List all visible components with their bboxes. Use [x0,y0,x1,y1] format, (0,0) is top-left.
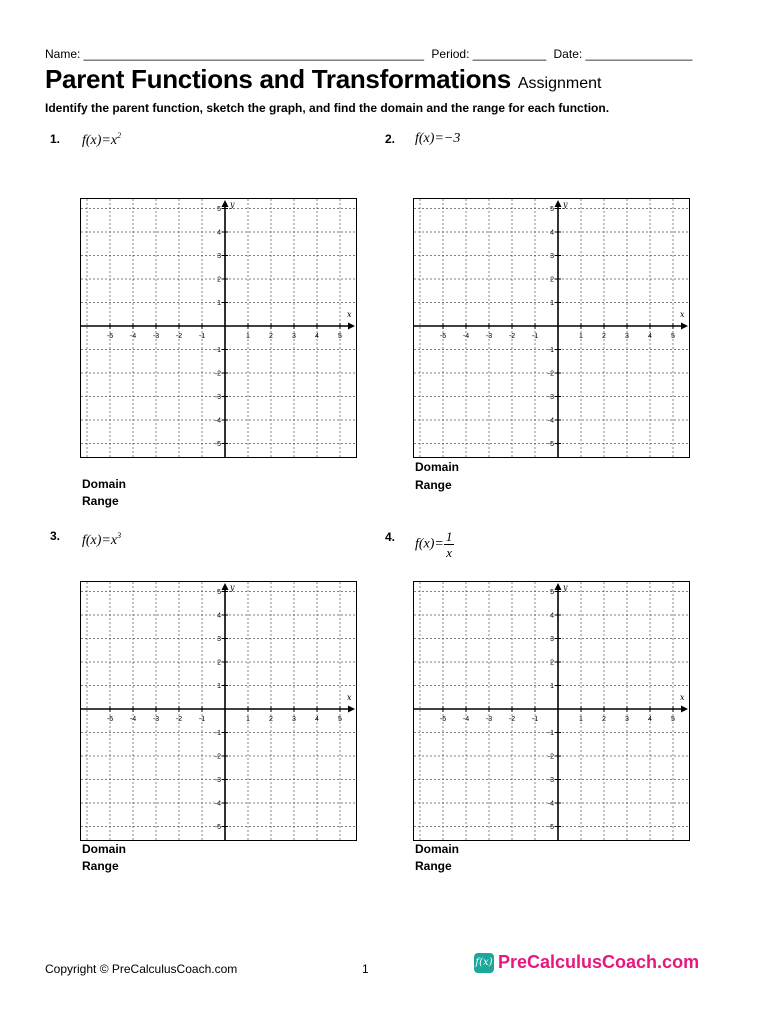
header-fields [45,47,695,61]
problem-1-number: 1. [50,132,61,146]
x-tick-label: -3 [152,333,160,340]
y-tick-label: 5 [217,589,221,596]
y-tick-label: 1 [217,300,221,307]
page-subtitle: Assignment [517,75,602,92]
period-field[interactable]: Period: ___________ [431,47,547,61]
y-tick-label: 5 [550,206,554,213]
y-tick-label: 5 [550,589,554,596]
problem-3-expression: $f(x)=x^3$ [82,531,122,548]
x-tick-label: 1 [579,716,583,723]
y-tick-label: -2 [547,753,554,761]
copyright-text: Copyright © PreCalculusCoach.com [45,962,238,976]
graph-grid-4[interactable] [413,581,690,841]
y-tick-label: -5 [214,824,221,831]
problem-1-range-label: Range [82,494,119,508]
y-tick-label: -5 [547,824,554,831]
y-tick-label: 2 [217,276,221,284]
graph-grid-2[interactable] [413,198,690,458]
y-tick-label: 3 [217,636,221,643]
y-tick-label: -2 [214,370,221,378]
y-tick-label: 4 [217,612,221,620]
y-tick-label: -1 [547,730,554,737]
x-axis-label: x [347,310,352,319]
x-tick-label: -1 [198,333,206,340]
y-tick-label: 3 [550,253,554,260]
x-tick-label: -4 [129,716,137,723]
graph-grid-3[interactable] [80,581,357,841]
problem-1-expression: $f(x)=x^2$ [82,131,122,148]
x-tick-label: 3 [625,716,629,723]
page-title: Parent Functions and Transformations Assignment [45,64,602,94]
name-field[interactable]: Name: ___________________________________________________ [45,47,425,61]
x-tick-label: -2 [175,333,183,340]
y-tick-label: -5 [547,441,554,448]
y-tick-label: 1 [550,300,554,307]
y-tick-label: -4 [214,417,221,425]
x-tick-label: -1 [198,716,206,723]
problem-4-domain-label: Domain [415,842,460,856]
x-tick-label: -4 [462,716,470,723]
brand-name: PreCalculusCoach.com [498,952,700,972]
x-tick-label: 1 [246,333,250,340]
problem-4-range-label: Range [415,859,452,873]
problem-4-number: 4. [385,530,396,544]
y-tick-label: -3 [547,394,554,401]
graph-grid-1[interactable] [80,198,357,458]
problem-3-number: 3. [50,529,61,543]
function-icon: f(x) [474,953,494,973]
x-tick-label: -4 [462,333,470,340]
page-number: 1 [362,962,369,976]
x-tick-label: 3 [292,333,296,340]
x-tick-label: 3 [625,333,629,340]
problem-4-expression: f(x)= $\frac{1}{x}$ [415,529,453,560]
x-tick-label: 2 [269,716,273,723]
problem-3-range-label: Range [82,859,119,873]
y-tick-label: 4 [217,229,221,237]
x-tick-label: -2 [508,716,516,723]
problem-1-domain-label: Domain [82,477,127,491]
problem-2-domain-label: Domain [415,460,460,474]
x-tick-label: -5 [106,333,114,340]
y-tick-label: 3 [550,636,554,643]
y-tick-label: -1 [214,730,221,737]
y-tick-label: -4 [547,800,554,808]
instructions: Identify the parent function, sketch the graph, and find the domain and the range for each function. [45,101,610,115]
x-tick-label: -5 [439,333,447,340]
x-axis-label: x [680,693,685,702]
y-axis-label: y [230,583,235,592]
x-tick-label: 2 [269,333,273,340]
y-tick-label: -1 [547,347,554,354]
problem-2-range-label: Range [415,478,452,492]
x-tick-label: -1 [531,333,539,340]
y-tick-label: 1 [217,683,221,690]
problem-2-expression: f(x)=−3 [415,131,461,146]
y-tick-label: -4 [214,800,221,808]
x-tick-label: 4 [648,333,652,340]
x-tick-label: 1 [246,716,250,723]
x-tick-label: -3 [485,333,493,340]
x-tick-label: -2 [175,716,183,723]
x-tick-label: -2 [508,333,516,340]
x-tick-label: 4 [315,333,319,340]
x-tick-label: 5 [671,333,675,340]
y-tick-label: -2 [214,753,221,761]
y-tick-label: -4 [547,417,554,425]
x-axis-label: x [680,310,685,319]
y-tick-label: 4 [550,612,554,620]
x-tick-label: -3 [152,716,160,723]
y-axis-label: y [230,200,235,209]
y-tick-label: -3 [214,777,221,784]
x-tick-label: 4 [648,716,652,723]
y-tick-label: -3 [547,777,554,784]
y-tick-label: 2 [217,659,221,667]
y-tick-label: -2 [547,370,554,378]
x-axis-label: x [347,693,352,702]
x-tick-label: 5 [338,716,342,723]
x-tick-label: -5 [106,716,114,723]
x-tick-label: 2 [602,333,606,340]
x-tick-label: -1 [531,716,539,723]
y-tick-label: -3 [214,394,221,401]
x-tick-label: 4 [315,716,319,723]
x-tick-label: -4 [129,333,137,340]
x-tick-label: -3 [485,716,493,723]
x-tick-label: 2 [602,716,606,723]
brand-logo [474,952,699,973]
y-axis-label: y [563,583,568,592]
x-tick-label: 1 [579,333,583,340]
y-tick-label: 5 [217,206,221,213]
date-field[interactable]: Date: ________________ [553,47,693,61]
x-tick-label: -5 [439,716,447,723]
y-axis-label: y [563,200,568,209]
y-tick-label: -5 [214,441,221,448]
y-tick-label: 4 [550,229,554,237]
problem-3-domain-label: Domain [82,842,127,856]
y-tick-label: 2 [550,276,554,284]
y-tick-label: 3 [217,253,221,260]
y-tick-label: 1 [550,683,554,690]
x-tick-label: 3 [292,716,296,723]
problem-2-number: 2. [385,132,396,146]
y-tick-label: 2 [550,659,554,667]
x-tick-label: 5 [338,333,342,340]
x-tick-label: 5 [671,716,675,723]
y-tick-label: -1 [214,347,221,354]
